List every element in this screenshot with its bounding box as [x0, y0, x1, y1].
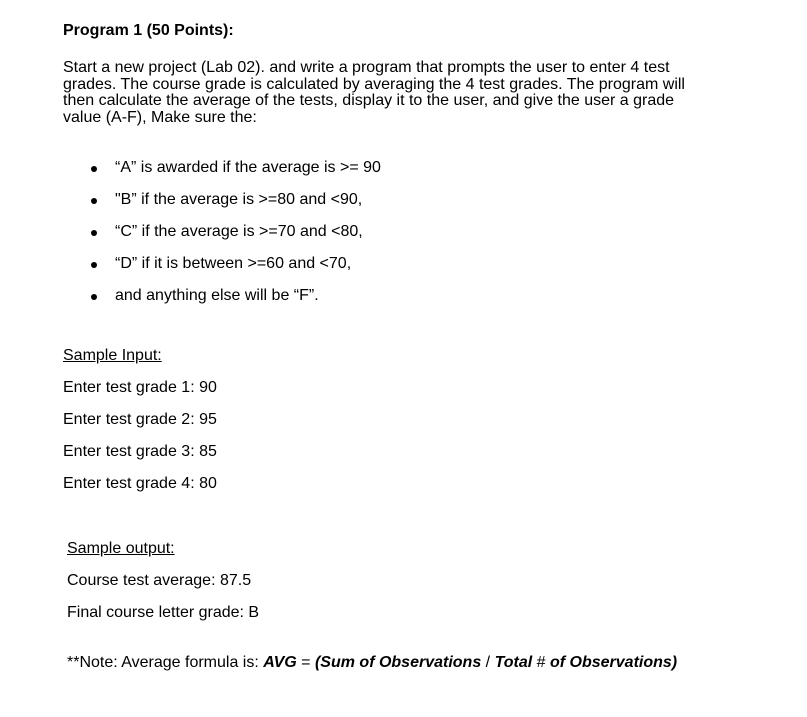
bullet-icon [91, 198, 97, 204]
sample-input-line-1: Enter test grade 1: 90 [63, 379, 217, 396]
formula-hash: # [532, 654, 550, 671]
sample-input-line-4: Enter test grade 4: 80 [63, 475, 217, 492]
grade-rules-list [88, 159, 381, 319]
grade-rule-f [88, 287, 381, 319]
grade-rule-c [88, 223, 381, 255]
instructions-paragraph: Start a new project (Lab 02). and write a program that prompts the user to enter 4 test grades. The course grade is calculated by averaging the 4 test grades. The program will then calculate the average of the tests, display it to the user, and give the user a grade value (A-F), Make sure the: [63, 59, 685, 126]
rule-text: “A” is awarded if the average is >= 90 [115, 159, 381, 176]
sample-input-label: Sample Input: [63, 347, 162, 364]
bullet-icon [91, 294, 97, 300]
formula-total: Total [494, 654, 533, 671]
formula-observations: of Observations) [549, 654, 678, 671]
sample-output-label: Sample output: [67, 540, 175, 557]
grade-rule-d [88, 255, 381, 287]
rule-text: "B” if the average is >=80 and <90, [115, 191, 363, 208]
sample-input-line-2: Enter test grade 2: 95 [63, 411, 217, 428]
rule-text: “C” if the average is >=70 and <80, [115, 223, 363, 240]
sample-output-line-1: Course test average: 87.5 [67, 572, 252, 589]
bullet-icon [91, 230, 97, 236]
grade-rule-b [88, 191, 381, 223]
rule-text: “D” if it is between >=60 and <70, [115, 255, 352, 272]
formula-divider: / [481, 654, 495, 671]
grade-rule-a [88, 159, 381, 191]
formula-sum: (Sum of Observations [314, 654, 482, 671]
program-heading: Program 1 (50 Points): [63, 22, 234, 39]
sample-output-line-2: Final course letter grade: B [67, 604, 260, 621]
bullet-icon [91, 166, 97, 172]
formula-avg: AVG [263, 654, 297, 671]
note-prefix: **Note: Average formula is: [67, 654, 264, 671]
formula-note [67, 654, 677, 672]
bullet-icon [91, 262, 97, 268]
sample-input-line-3: Enter test grade 3: 85 [63, 443, 217, 460]
rule-text: and anything else will be “F”. [115, 287, 319, 304]
formula-equals: = [296, 654, 315, 671]
